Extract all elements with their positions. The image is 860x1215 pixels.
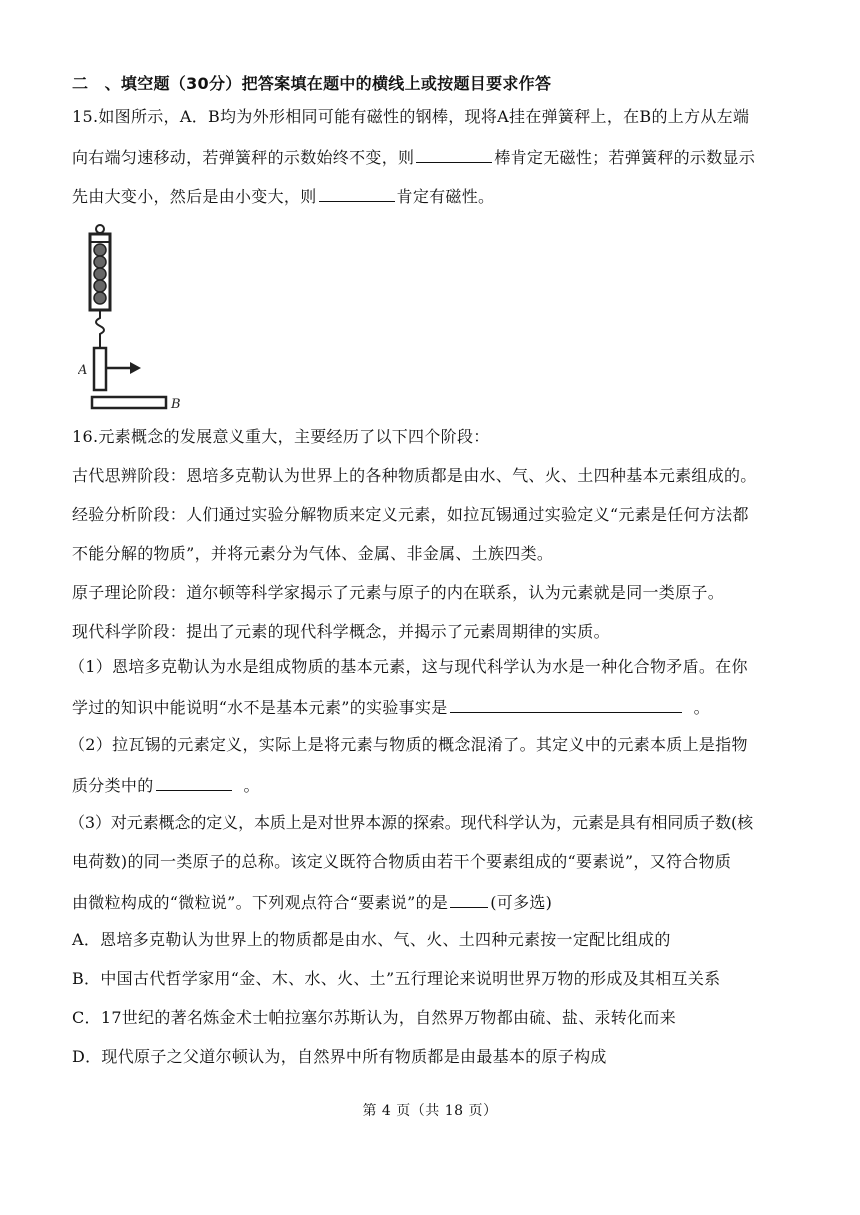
page-footer: 第 4 页（共 18 页） <box>362 1103 498 1119</box>
q15-line-2-text-a: 向右端匀速移动，若弹簧秤的示数始终不变，则 <box>72 148 415 167</box>
q16-blank-1[interactable] <box>450 695 682 713</box>
q16-part-3b: 电荷数)的同一类原子的总称。该定义既符合物质由若干个要素组成的“要素说”，又符合物质 <box>72 852 732 871</box>
q16-stage-4: 现代科学阶段：提出了元素的现代科学概念，并揭示了元素周期律的实质。 <box>72 622 610 641</box>
q16-option-c: C．17世纪的著名炼金术士帕拉塞尔苏斯认为，自然界万物都由硫、盐、汞转化而来 <box>72 1008 677 1027</box>
q16-part-1b-end: 。 <box>693 698 710 717</box>
q16-option-b: B．中国古代哲学家用“金、木、水、火、土”五行理论来说明世界万物的形成及其相互关系 <box>72 969 721 988</box>
q16-stage-2b: 不能分解的物质”，并将元素分为气体、金属、非金属、土族四类。 <box>72 544 554 563</box>
q16-part-3c <box>72 890 552 914</box>
q15-blank-1[interactable] <box>416 145 492 163</box>
arrow-right-icon <box>106 362 141 374</box>
q16-option-d: D．现代原子之父道尔顿认为，自然界中所有物质都是由最基本的原子构成 <box>72 1047 607 1066</box>
q15-line-3 <box>72 184 494 208</box>
fig-label-a: A <box>78 363 88 378</box>
q16-part-1a: （1）恩培多克勒认为水是组成物质的基本元素，这与现代科学认为水是一种化合物矛盾。在你 <box>69 657 748 676</box>
q16-part-2b-end: 。 <box>243 776 260 795</box>
spring-scale-body <box>90 225 110 348</box>
q16-stage-2a: 经验分析阶段：人们通过实验分解物质来定义元素，如拉瓦锡通过实验定义“元素是任何方法都 <box>72 505 749 524</box>
fig-label-b: B <box>171 397 181 412</box>
q16-part-1b <box>72 695 710 719</box>
q16-part-2b <box>72 773 260 797</box>
q16-part-3c-text: 由微粒构成的“微粒说”。下列观点符合“要素说”的是 <box>72 893 449 912</box>
q16-blank-3[interactable] <box>450 890 488 908</box>
q16-option-a: A．恩培多克勒认为世界上的物质都是由水、气、火、土四种元素按一定配比组成的 <box>72 930 671 949</box>
q16-part-1b-text: 学过的知识中能说明“水不是基本元素”的实验事实是 <box>72 698 448 717</box>
magnet-bar-b <box>92 397 166 408</box>
magnet-bar-a <box>94 348 106 390</box>
q16-part-3a: （3）对元素概念的定义，本质上是对世界本源的探索。现代科学认为，元素是具有相同质子数(核 <box>69 813 754 832</box>
q16-intro: 16.元素概念的发展意义重大，主要经历了以下四个阶段： <box>72 427 490 446</box>
q15-blank-2[interactable] <box>319 184 395 202</box>
q16-part-2a: （2）拉瓦锡的元素定义，实际上是将元素与物质的概念混淆了。其定义中的元素本质上是指物 <box>69 735 748 754</box>
q15-line-3-text-a: 先由大变小，然后是由小变大，则 <box>72 187 317 206</box>
q16-part-2b-text: 质分类中的 <box>72 776 154 795</box>
q15-line-3-text-b: 肯定有磁性。 <box>396 187 495 206</box>
spring-scale-figure <box>78 222 188 414</box>
q16-blank-2[interactable] <box>156 773 232 791</box>
q16-stage-3: 原子理论阶段：道尔顿等科学家揭示了元素与原子的内在联系，认为元素就是同一类原子。 <box>72 583 725 602</box>
q15-line-2-text-b: 棒肯定无磁性；若弹簧秤的示数显示 <box>494 148 756 167</box>
section-heading: 二 、填空题（30分）把答案填在题中的横线上或按题目要求作答 <box>72 74 552 93</box>
q16-stage-1: 古代思辨阶段：恩培多克勒认为世界上的各种物质都是由水、气、火、土四种基本元素组成的。 <box>72 466 757 485</box>
q15-line-1: 15.如图所示，A．B均为外形相同可能有磁性的钢棒，现将A挂在弹簧秤上，在B的上方从左端 <box>72 107 750 126</box>
q16-part-3c-note: (可多选) <box>490 893 553 912</box>
q15-line-2 <box>72 145 755 169</box>
